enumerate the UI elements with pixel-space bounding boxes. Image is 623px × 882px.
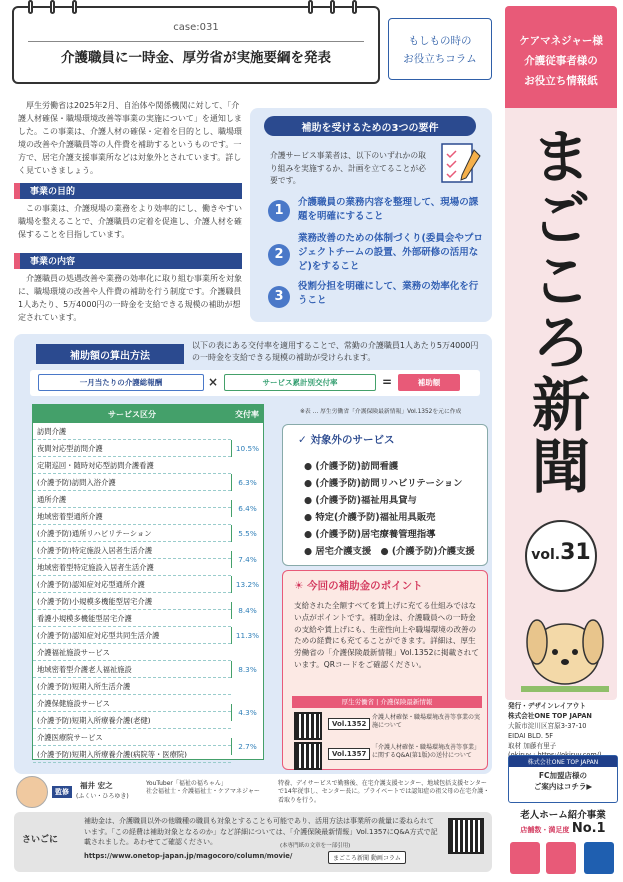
times-sign: × bbox=[208, 375, 219, 389]
excluded-item: ● (介護予防)居宅療養管理指導 bbox=[304, 529, 436, 540]
qr-code-icon[interactable] bbox=[294, 712, 322, 740]
table-row: 通所介護 bbox=[33, 491, 231, 508]
vol-desc: 「介護人材確保・職場環境改善等事業」に関するQ&A(第1版)の送付について bbox=[372, 744, 481, 760]
page-title: 介護職員に一時金、厚労省が実施要綱を発表 bbox=[61, 50, 331, 66]
excluded-title: ✓ 対象外のサービス bbox=[298, 434, 395, 446]
checklist-icon bbox=[438, 142, 482, 186]
formula-term: 一月当たりの介護総報酬 bbox=[38, 374, 204, 391]
intro-text: 厚生労働省は2025年2月、自治体や関係機関に対して、「介護人材確保・職場環境改善等事業の実施について」を通知しました。この事業は、介護人材の確保・定着を目的とし、職場環境の改善や介護職員等の人件費を補助するというものです。一方で、居宅介護支援事業所などは対象外とされています。詳しく見ていきましょう。 bbox=[18, 101, 242, 175]
onetop-logo-icon bbox=[510, 842, 540, 874]
closing-note: (本専門紙の文章を一部引用) bbox=[280, 843, 351, 849]
point-title: ☀ 今回の補助金のポイント bbox=[294, 580, 423, 592]
requirement-text: 介護職員の業務内容を整理して、現場の課題を明確にすること bbox=[298, 197, 479, 222]
masthead-char: 新 bbox=[531, 371, 590, 439]
requirement-text: 役割分担を明確にして、業務の効率化を行うこと bbox=[298, 281, 479, 306]
bulb-icon: ☀ bbox=[294, 580, 308, 592]
calc-title: 補助額の算出方法 bbox=[36, 344, 184, 364]
requirement-number: 1 bbox=[268, 200, 290, 222]
publisher-info: 発行・デザインレイアウト 株式会社ONE TOP JAPAN 大阪市淀川区宮原3-37-10 EIDAI BLD. 5F 取材 加藤有里子 bbox=[508, 702, 592, 750]
requirement-text: 業務改善のための体制づくり(委員会やプロジェクトチームの設置、外部研修の活用など)をすること bbox=[298, 233, 483, 272]
masthead-char: ろ bbox=[531, 309, 590, 377]
content-heading: 事業の内容 bbox=[14, 253, 242, 269]
volume-badge: vol.31 bbox=[525, 520, 597, 592]
excluded-item: ● (介護予防)訪問看護 bbox=[304, 461, 399, 472]
roujin-business: 老人ホーム紹介事業 店舗数・満足度 No.1 bbox=[520, 810, 606, 836]
excluded-item: ● 特定(介護予防)福祉用具販売 bbox=[304, 512, 436, 523]
vol-tag: Vol.1357 bbox=[328, 748, 370, 760]
vol-desc: 介護人材確保・職場環境改善等事業の実施について bbox=[372, 714, 481, 730]
avatar bbox=[16, 776, 48, 808]
masthead-char: 聞 bbox=[531, 433, 590, 501]
divider bbox=[28, 41, 364, 42]
formula bbox=[30, 370, 480, 396]
supervisor-quals: YouTuber「福祉の福ちゃん」 社会福祉士・介護福祉士・ケアマネジャー bbox=[146, 780, 260, 796]
qr-code-icon[interactable] bbox=[448, 818, 484, 854]
qr-code-icon[interactable] bbox=[294, 742, 322, 770]
formula-term: サービス累計別交付率 bbox=[224, 374, 376, 391]
case-number: case:031 bbox=[173, 22, 219, 33]
rate-table bbox=[32, 404, 264, 760]
rate-cell: 6.4% bbox=[231, 500, 263, 517]
rate-cell: 13.2% bbox=[231, 576, 263, 593]
fc-info-link[interactable]: 株式会社ONE TOP JAPAN FC加盟店様の ご案内はコチラ▶ bbox=[508, 755, 618, 803]
table-row: (介護予防)小規模多機能型居宅介護 bbox=[33, 593, 231, 610]
point-text: 支給された全額すべてを賃上げに充てる仕組みではない点がポイントです。補助金は、介護職員への一時金の支給や賃上げにも、生産性向上や職場環境の改善のための経費にも充てることができます。詳細は、厚生労働省の「介護保険最新情報」Vol.1352に掲載されています。QRコードをご確認ください。 bbox=[294, 601, 479, 669]
table-row: 地域密着型介護老人福祉施設 bbox=[33, 661, 231, 678]
header-notebook bbox=[12, 6, 380, 84]
requirement-number: 3 bbox=[268, 286, 290, 308]
video-column-button[interactable]: まごころ新聞 動画コラム bbox=[328, 851, 406, 864]
purpose-heading: 事業の目的 bbox=[14, 183, 242, 199]
excluded-item: ● 居宅介護支援 ● (介護予防)介護支援 bbox=[304, 546, 475, 557]
closing-text: 補助金は、介護職員以外の他職種の職員も対象とすることも可能であり、活用方法は事業所の裁量に委ねられています。「この経費は補助対象となるのか」など詳細については、「介護保険最新情報」Vol.1357にQ&A方式で記載されました。あわせてご確認ください。 bbox=[84, 817, 438, 846]
requirements-lead: 介護サービス事業者は、以下のいずれかの取り組みを実施するか、計画を立てることが必要です。 bbox=[270, 151, 426, 186]
table-row: 地域密着型通所介護 bbox=[33, 508, 231, 525]
rate-cell: 8.3% bbox=[231, 661, 263, 678]
table-row: (介護予防)短期入所生活介護 bbox=[33, 678, 231, 695]
masthead-char: こ bbox=[531, 247, 590, 315]
excluded-item: ● (介護予防)訪問リハビリテーション bbox=[304, 478, 463, 489]
table-row: 訪問介護 bbox=[33, 423, 231, 440]
table-row: (介護予防)特定施設入居者生活介護 bbox=[33, 542, 231, 559]
supervisor-name: 福井 宏之 bbox=[80, 781, 113, 790]
table-row: (介護予防)短期入所療養介護(病院等・医療院) bbox=[33, 746, 231, 763]
masthead-char: ま bbox=[531, 123, 590, 191]
rate-cell: 6.3% bbox=[231, 474, 263, 491]
formula-result: 補助額 bbox=[398, 374, 460, 391]
closing-label: さいごに bbox=[22, 835, 59, 845]
table-row: 看護小規模多機能型居宅介護 bbox=[33, 610, 231, 627]
yamada-logo-icon bbox=[584, 842, 614, 874]
table-row: 介護医療院サービス bbox=[33, 729, 231, 746]
masthead-tagline: ケアマネジャー様 介護従事者様の お役立ち情報紙 bbox=[505, 6, 617, 108]
rate-cell: 2.7% bbox=[231, 738, 263, 755]
onetop-logo-icon bbox=[546, 842, 576, 874]
table-row: 介護保健施設サービス bbox=[33, 695, 231, 712]
table-row: (介護予防)認知症対応型共同生活介護 bbox=[33, 627, 231, 644]
table-row: 介護福祉施設サービス bbox=[33, 644, 231, 661]
table-source: ※表 … 厚生労働省「介護保険最新情報」Vol.1352を元に作成 bbox=[300, 409, 462, 415]
vol-tag: Vol.1352 bbox=[328, 718, 370, 730]
rate-cell: 11.3% bbox=[231, 627, 263, 644]
calc-lead: 以下の表にある交付率を適用することで、常勤の介護職員1人あたり5万4000円の一時金を支給できる規模の補助が受けられます。 bbox=[192, 341, 479, 363]
purpose-text: この事業は、介護現場の業務をより効率的にし、働きやすい職場を整えることで、介護職員の定着を促進し、介護人材を確保することを目指しています。 bbox=[18, 204, 242, 239]
column-label: もしもの時の お役立ちコラム bbox=[388, 18, 492, 80]
table-row: (介護予防)認知症対応型通所介護 bbox=[33, 576, 231, 593]
requirements-title: 補助を受けるための3つの要件 bbox=[264, 116, 476, 136]
supervisor-bio: 特養、デイサービスで勤務後、在宅介護支援センター、地域包括支援センターで14年従事し、センター長に。プライベートでは認知症の祖父母の在宅介護・看取りを行う。 bbox=[278, 780, 490, 804]
table-row: (介護予防)短期入所療養介護(老健) bbox=[33, 712, 231, 729]
rate-cell: 4.3% bbox=[231, 704, 263, 721]
content-text: 介護職員の処遇改善や業務の効率化に取り組む事業所を対象に、職場環境の改善や人件費の補助を行う制度です。介護職員1人あたり、5万4000円の一時金を支給できる規模の補助が想定されています。 bbox=[18, 274, 242, 322]
masthead-char: ご bbox=[531, 185, 590, 253]
column-header: サービス区分 bbox=[108, 410, 156, 419]
mascot-dog-icon bbox=[515, 594, 615, 698]
table-header bbox=[33, 405, 263, 423]
news-label: 厚生労働省 | 介護保険最新情報 bbox=[292, 696, 482, 708]
rate-cell: 8.4% bbox=[231, 602, 263, 619]
column-url[interactable]: https://www.onetop-japan.jp/magocoro/column/movie/ bbox=[84, 852, 293, 860]
table-row: (介護予防)訪問入浴介護 bbox=[33, 474, 231, 491]
excluded-item: ● (介護予防)福祉用具貸与 bbox=[304, 495, 417, 506]
rate-cell: 10.5% bbox=[231, 440, 263, 457]
table-row: 定期巡回・随時対応型訪問介護看護 bbox=[33, 457, 231, 474]
supervisor-label: 監修 bbox=[52, 786, 72, 798]
requirement-number: 2 bbox=[268, 244, 290, 266]
table-row: 夜間対応型訪問介護 bbox=[33, 440, 231, 457]
table-row: (介護予防)通所リハビリテーション bbox=[33, 525, 231, 542]
column-header: 交付率 bbox=[235, 410, 259, 419]
supervisor-kana: (ふくい・ひろゆき) bbox=[76, 793, 129, 800]
table-row: 地域密着型特定施設入居者生活介護 bbox=[33, 559, 231, 576]
equals-sign: = bbox=[382, 375, 393, 389]
rate-cell: 7.4% bbox=[231, 551, 263, 568]
rate-cell: 5.5% bbox=[231, 525, 263, 542]
